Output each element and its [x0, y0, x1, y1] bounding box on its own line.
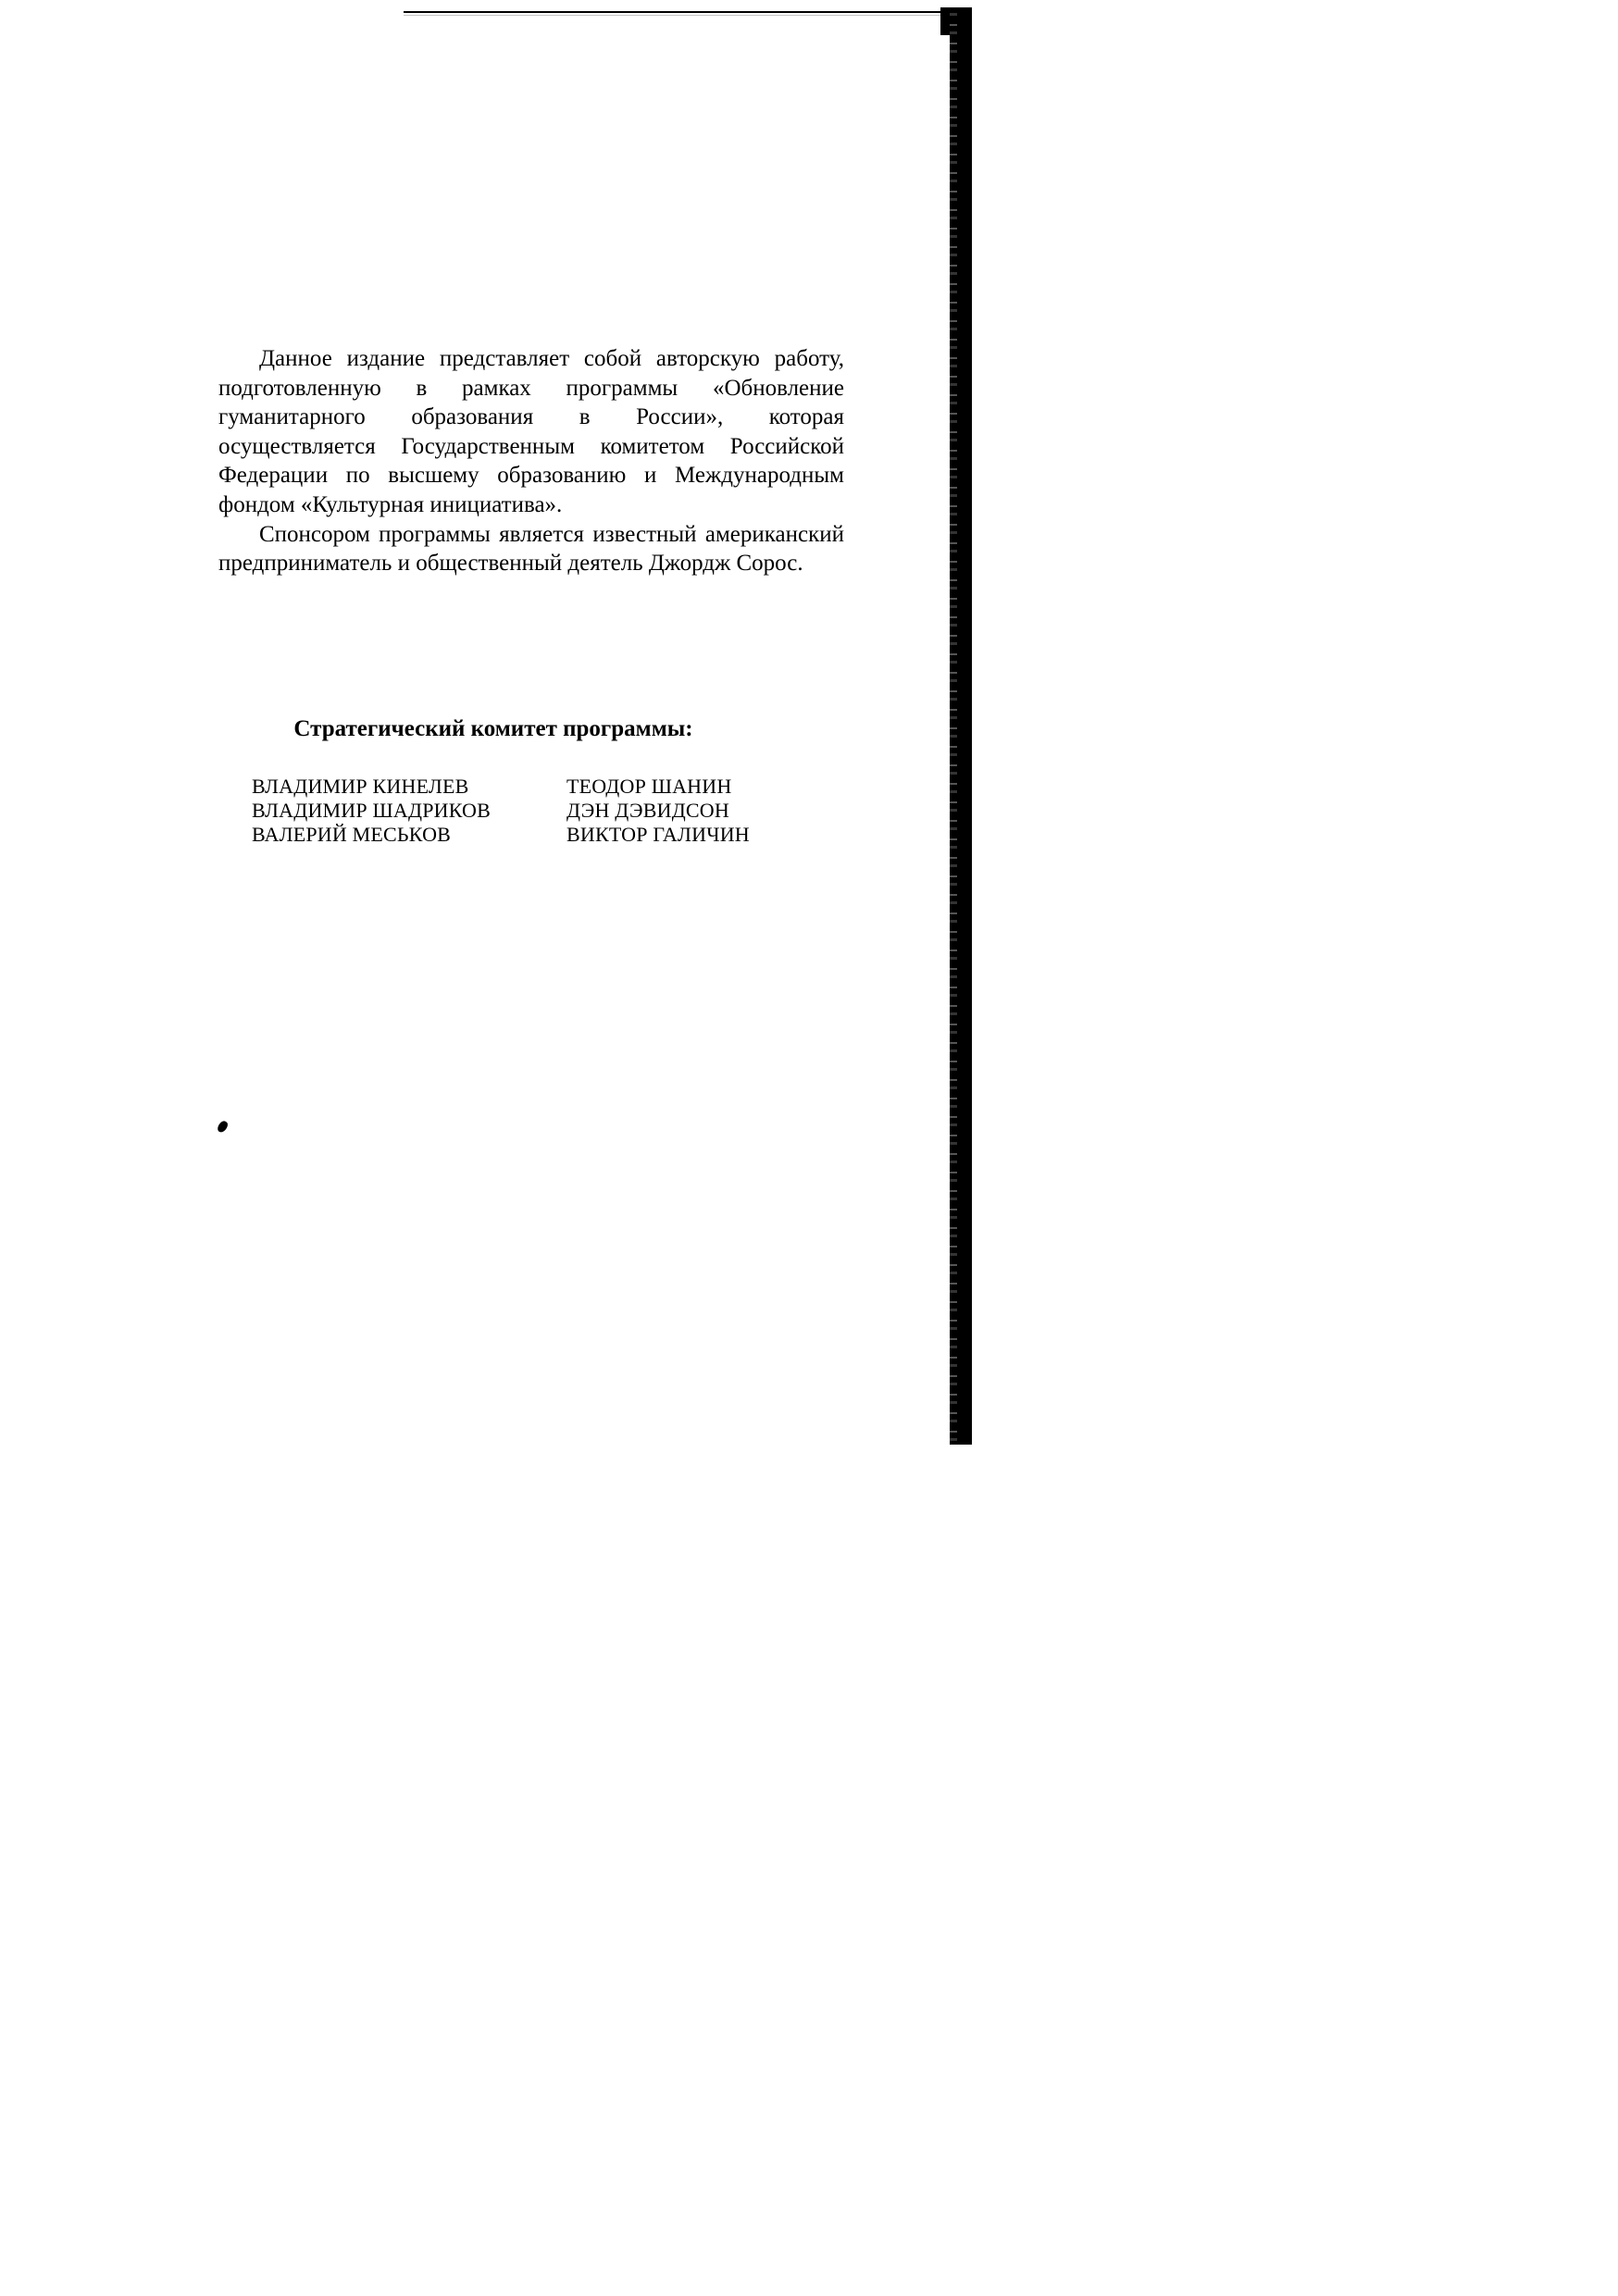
committee-names-right — [566, 775, 750, 847]
top-rule-shadow — [404, 15, 955, 16]
committee-names-left — [252, 775, 491, 847]
committee-member: ВЛАДИМИР ШАДРИКОВ — [252, 799, 492, 822]
committee-member: ВИКТОР ГАЛИЧИН — [566, 823, 750, 846]
top-rule — [404, 11, 955, 13]
committee-member: ВАЛЕРИЙ МЕСЬКОВ — [252, 823, 452, 846]
committee-member: ВЛАДИМИР КИНЕЛЕВ — [252, 775, 469, 798]
intro-paragraph-2: Спонсором программы является известный американский предприниматель и общественный деятель Джордж Сорос. — [218, 521, 844, 577]
intro-paragraph-1: Данное издание представляет собой авторскую работу, подготовленную в рамках программы «Обновление гуманитарного образования в России», которая осуществляется Государственным комитетом Российской Федерации по высшему образованию и Международным фондом «Культурная инициатива». — [218, 346, 844, 517]
committee-title: Стратегический комитет программы: — [293, 716, 693, 741]
intro-text — [218, 344, 844, 578]
ink-speck — [216, 1120, 229, 1135]
page-edge-shadow — [957, 7, 972, 1445]
committee-member: ДЭН ДЭВИДСОН — [566, 799, 729, 822]
committee-member: ТЕОДОР ШАНИН — [566, 775, 732, 798]
